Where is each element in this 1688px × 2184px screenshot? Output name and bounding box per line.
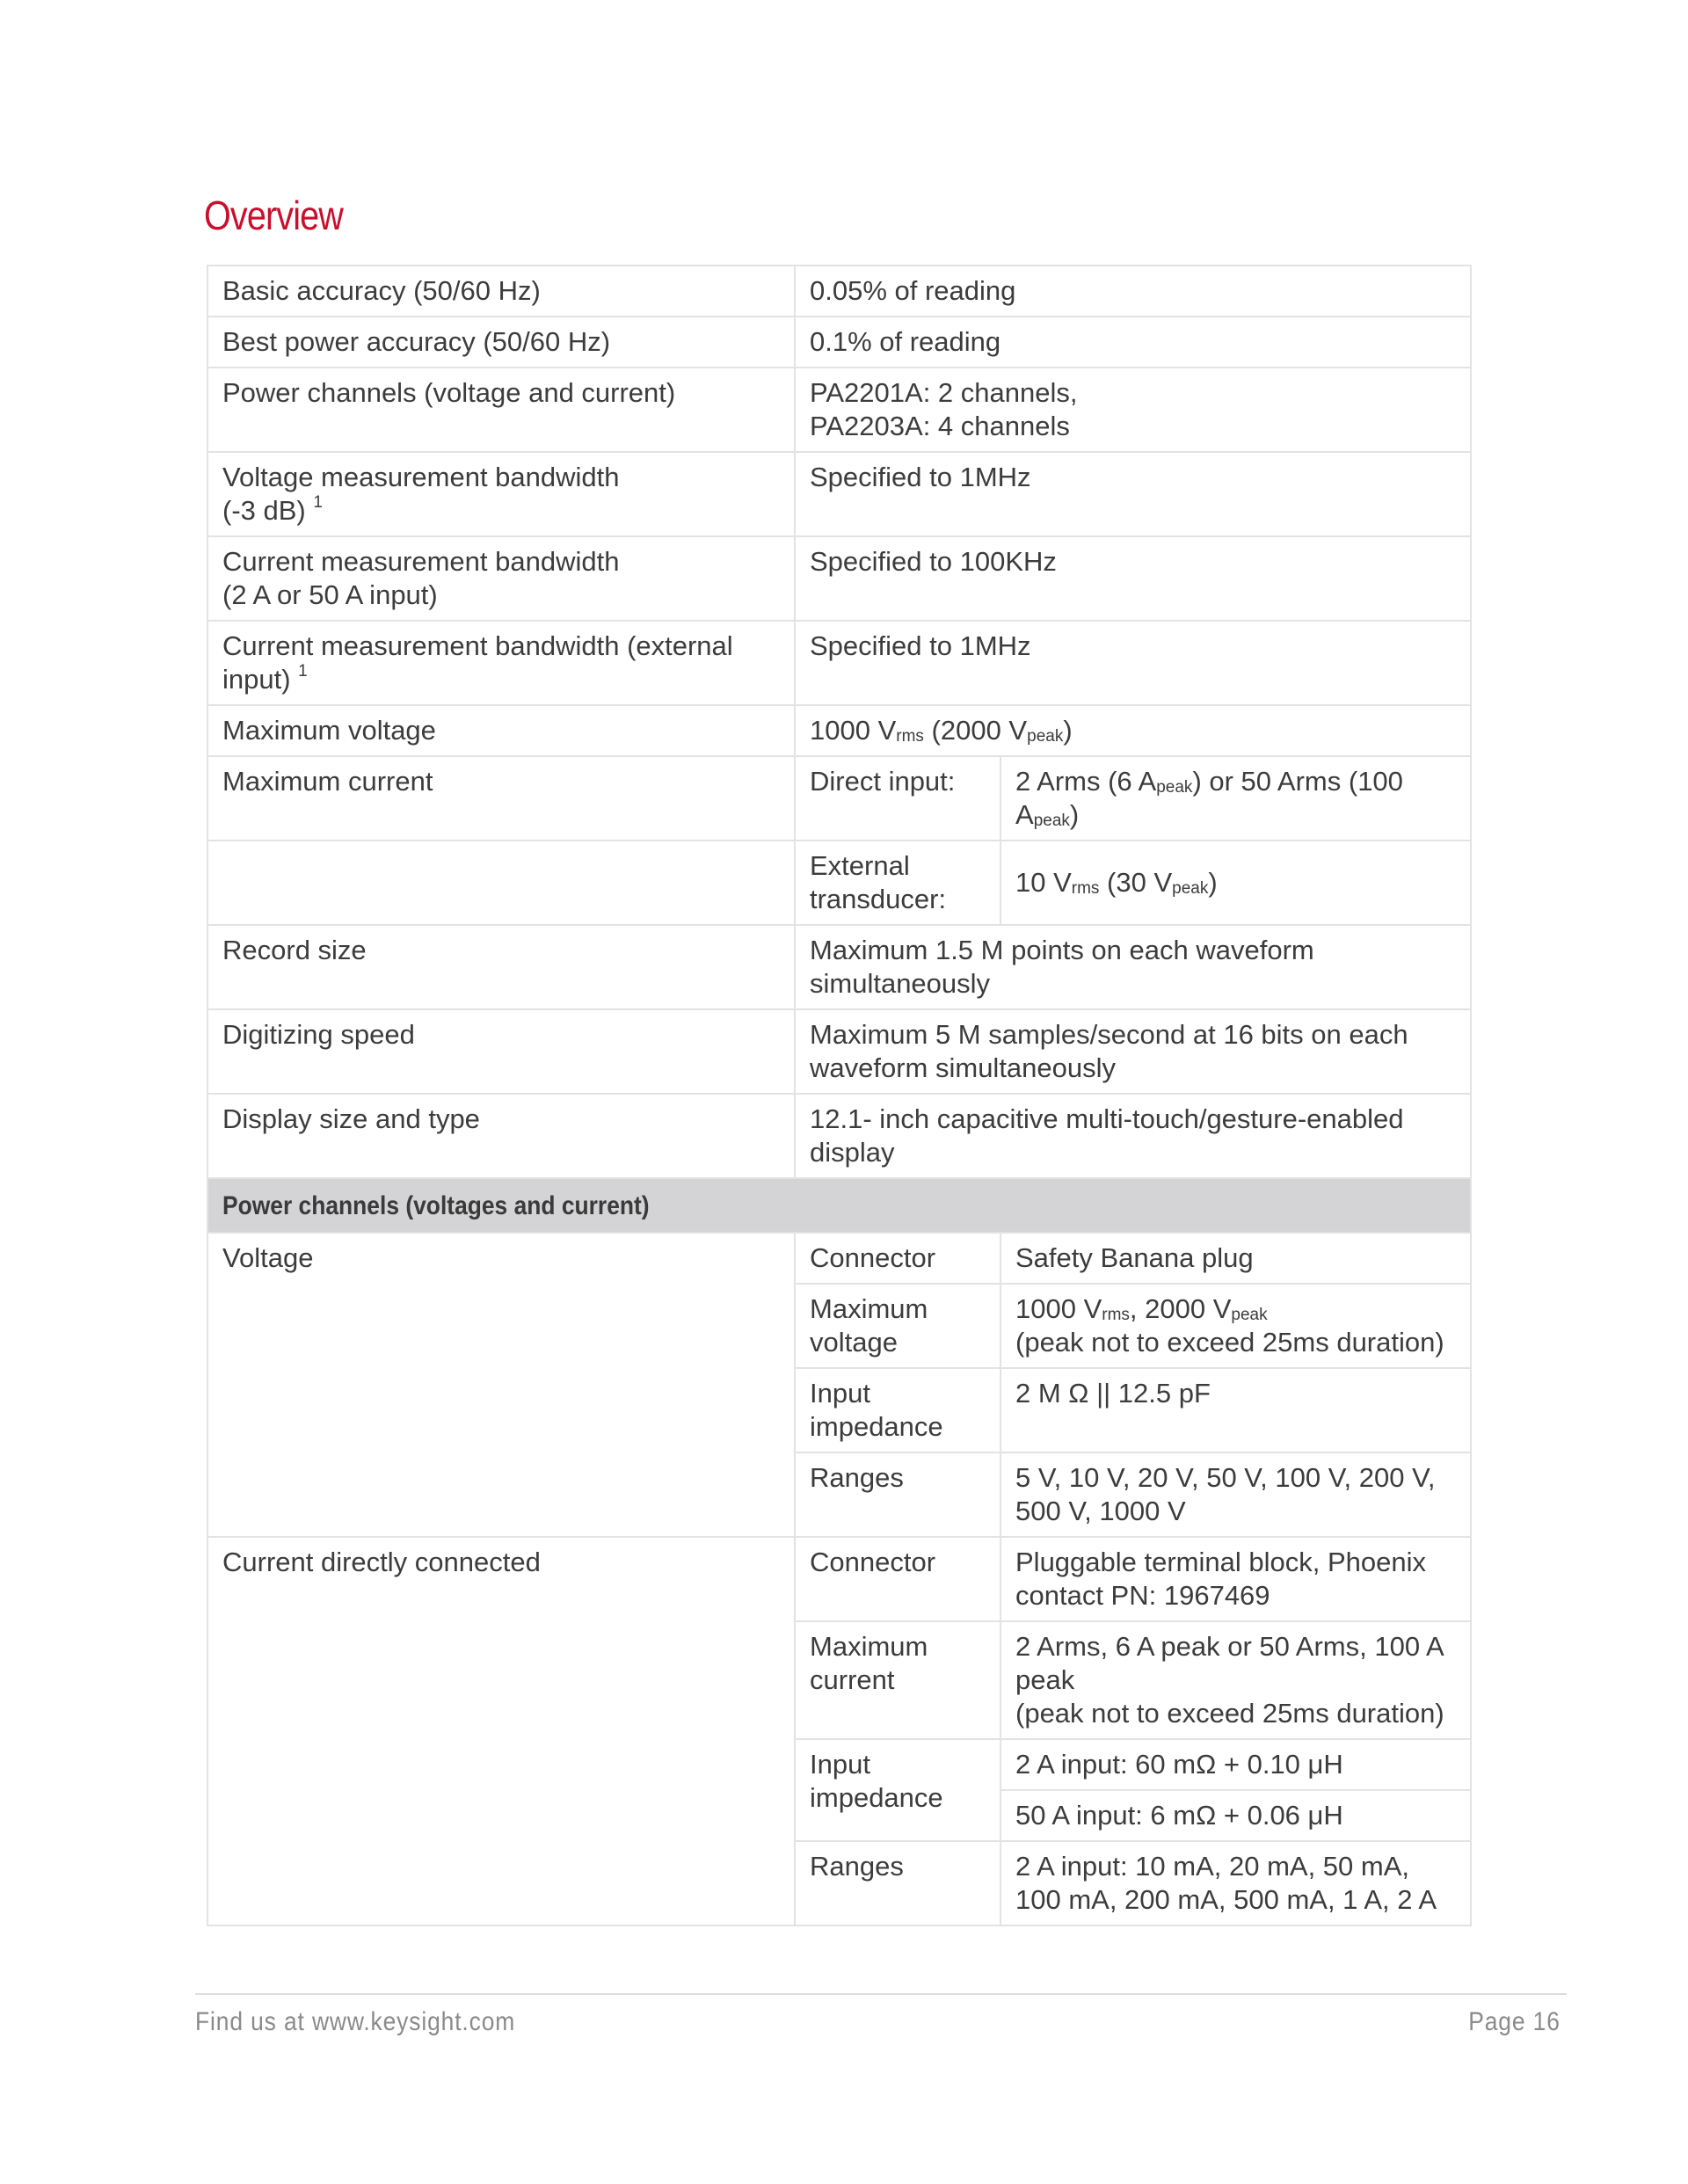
spec-value: Specified to 1MHz bbox=[795, 452, 1471, 536]
spec-label: Best power accuracy (50/60 Hz) bbox=[207, 317, 795, 368]
value-text: 10 V bbox=[1015, 867, 1072, 898]
subscript: peak bbox=[1033, 812, 1070, 830]
value-text: ) bbox=[1208, 867, 1218, 898]
value-line: PA2201A: 2 channels, bbox=[810, 377, 1078, 408]
value-line: display bbox=[810, 1137, 895, 1168]
label-line: Current measurement bandwidth bbox=[222, 546, 620, 577]
table-row bbox=[207, 368, 1471, 452]
spec-sublabel bbox=[795, 1284, 1000, 1368]
value-line: Pluggable terminal block, Phoenix bbox=[1015, 1547, 1426, 1577]
label-line: (-3 dB) bbox=[222, 495, 306, 526]
label-line: input) bbox=[222, 664, 291, 695]
label-line: Current measurement bandwidth (external bbox=[222, 630, 733, 661]
table-row bbox=[207, 266, 1471, 317]
spec-label: Maximum current bbox=[207, 756, 795, 841]
section-header-row bbox=[207, 1178, 1471, 1233]
spec-value bbox=[795, 705, 1471, 756]
footer-divider bbox=[195, 1993, 1567, 1995]
page-title: Overview bbox=[204, 193, 343, 238]
subscript: rms bbox=[1071, 879, 1100, 898]
subscript: peak bbox=[1231, 1306, 1268, 1324]
spec-sublabel: Ranges bbox=[795, 1452, 1000, 1537]
spec-label bbox=[207, 536, 795, 621]
value-line: Maximum 1.5 M points on each waveform bbox=[810, 935, 1314, 965]
footer-website[interactable]: Find us at www.keysight.com bbox=[195, 2007, 516, 2036]
spec-value bbox=[1000, 756, 1471, 841]
table-row bbox=[207, 536, 1471, 621]
spec-sublabel: Direct input: bbox=[795, 756, 1000, 841]
value-text: ) or 50 Arms (100 A bbox=[1015, 766, 1403, 830]
spec-sublabel bbox=[795, 1739, 1000, 1841]
label-line: voltage bbox=[810, 1327, 898, 1358]
table-row bbox=[207, 1009, 1471, 1094]
spec-value bbox=[1000, 1452, 1471, 1537]
spec-value bbox=[1000, 1537, 1471, 1621]
spec-value: 2 A input: 60 mΩ + 0.10 μH bbox=[1000, 1739, 1471, 1790]
subscript: peak bbox=[1027, 727, 1064, 746]
subscript: rms bbox=[896, 727, 924, 746]
spec-value: 0.1% of reading bbox=[795, 317, 1471, 368]
value-text: 1000 V bbox=[1015, 1293, 1102, 1324]
label-line: Voltage measurement bandwidth bbox=[222, 462, 620, 492]
value-line: Maximum 5 M samples/second at 16 bits on each bbox=[810, 1019, 1408, 1050]
label-line: transducer: bbox=[810, 884, 947, 914]
table-row bbox=[207, 705, 1471, 756]
label-line: impedance bbox=[810, 1411, 943, 1442]
spec-label: Display size and type bbox=[207, 1094, 795, 1178]
value-text: (30 V bbox=[1099, 867, 1173, 898]
value-line: waveform simultaneously bbox=[810, 1052, 1117, 1083]
value-line: 100 mA, 200 mA, 500 mA, 1 A, 2 A bbox=[1015, 1884, 1437, 1915]
label-line: Input bbox=[810, 1378, 870, 1409]
spec-table bbox=[207, 265, 1472, 1926]
value-text: 2 Arms (6 A bbox=[1015, 766, 1157, 797]
spec-label: Record size bbox=[207, 925, 795, 1009]
table-row bbox=[207, 452, 1471, 536]
spec-sublabel bbox=[795, 1621, 1000, 1739]
spec-label: Basic accuracy (50/60 Hz) bbox=[207, 266, 795, 317]
spec-sublabel: Connector bbox=[795, 1233, 1000, 1284]
spec-sublabel bbox=[795, 1368, 1000, 1452]
value-line: 2 A input: 10 mA, 20 mA, 50 mA, bbox=[1015, 1851, 1410, 1882]
subscript: peak bbox=[1156, 778, 1193, 797]
table-row bbox=[207, 317, 1471, 368]
value-line: PA2203A: 4 channels bbox=[810, 411, 1070, 441]
label-line: (2 A or 50 A input) bbox=[222, 579, 438, 610]
table-row bbox=[207, 1094, 1471, 1178]
spec-sublabel: Ranges bbox=[795, 1841, 1000, 1926]
footnote-marker: 1 bbox=[313, 493, 323, 512]
value-line: 2 Arms, 6 A peak or 50 Arms, 100 A bbox=[1015, 1631, 1444, 1662]
label-line: impedance bbox=[810, 1782, 943, 1813]
spec-value bbox=[1000, 1621, 1471, 1739]
spec-sublabel bbox=[795, 841, 1000, 925]
value-line: peak bbox=[1015, 1664, 1075, 1695]
table-row bbox=[207, 925, 1471, 1009]
spec-label bbox=[207, 452, 795, 536]
spec-value: 0.05% of reading bbox=[795, 266, 1471, 317]
value-text: (2000 V bbox=[923, 715, 1028, 746]
label-line: Input bbox=[810, 1749, 870, 1780]
spec-value bbox=[1000, 1284, 1471, 1368]
subscript: rms bbox=[1102, 1306, 1130, 1324]
spec-label: Voltage bbox=[207, 1233, 795, 1537]
spec-label: Power channels (voltage and current) bbox=[207, 368, 795, 452]
table-row bbox=[207, 756, 1471, 841]
spec-label bbox=[207, 621, 795, 705]
label-line: Maximum bbox=[810, 1631, 928, 1662]
value-text: 1000 V bbox=[810, 715, 897, 746]
spec-value: 50 A input: 6 mΩ + 0.06 μH bbox=[1000, 1790, 1471, 1841]
value-line: (peak not to exceed 25ms duration) bbox=[1015, 1698, 1444, 1729]
value-line: simultaneously bbox=[810, 968, 991, 999]
footnote-marker: 1 bbox=[298, 662, 308, 681]
value-text: , 2000 V bbox=[1129, 1293, 1232, 1324]
section-heading bbox=[207, 1178, 1471, 1233]
table-row bbox=[207, 1537, 1471, 1621]
table-row bbox=[207, 1233, 1471, 1284]
spec-value: Specified to 1MHz bbox=[795, 621, 1471, 705]
value-line: 12.1- inch capacitive multi-touch/gesture-enabled bbox=[810, 1103, 1404, 1134]
value-text: ) bbox=[1063, 715, 1073, 746]
spec-label: Maximum voltage bbox=[207, 705, 795, 756]
spec-value bbox=[795, 1094, 1471, 1178]
spec-value bbox=[795, 368, 1471, 452]
value-line: contact PN: 1967469 bbox=[1015, 1580, 1270, 1611]
page-number: Page 16 bbox=[1468, 2007, 1561, 2036]
table-row bbox=[207, 621, 1471, 705]
label-line: Maximum bbox=[810, 1293, 928, 1324]
value-text: ) bbox=[1069, 799, 1080, 830]
label-line: current bbox=[810, 1664, 895, 1695]
spec-value bbox=[1000, 1841, 1471, 1926]
spec-sublabel: Connector bbox=[795, 1537, 1000, 1621]
value-line: (peak not to exceed 25ms duration) bbox=[1015, 1327, 1444, 1358]
spec-value: 2 M Ω || 12.5 pF bbox=[1000, 1368, 1471, 1452]
spec-label: Digitizing speed bbox=[207, 1009, 795, 1094]
table-row bbox=[207, 841, 1471, 925]
value-line: 5 V, 10 V, 20 V, 50 V, 100 V, 200 V, bbox=[1015, 1462, 1436, 1493]
spec-value bbox=[795, 1009, 1471, 1094]
label-line: External bbox=[810, 850, 910, 881]
subscript: peak bbox=[1172, 879, 1209, 898]
spec-label: Current directly connected bbox=[207, 1537, 795, 1926]
spec-label-empty bbox=[207, 841, 795, 925]
value-line: 500 V, 1000 V bbox=[1015, 1496, 1186, 1526]
section-heading-text: Power channels (voltages and current) bbox=[222, 1191, 650, 1220]
spec-value: Safety Banana plug bbox=[1000, 1233, 1471, 1284]
spec-value: Specified to 100KHz bbox=[795, 536, 1471, 621]
spec-value bbox=[795, 925, 1471, 1009]
spec-value bbox=[1000, 841, 1471, 925]
